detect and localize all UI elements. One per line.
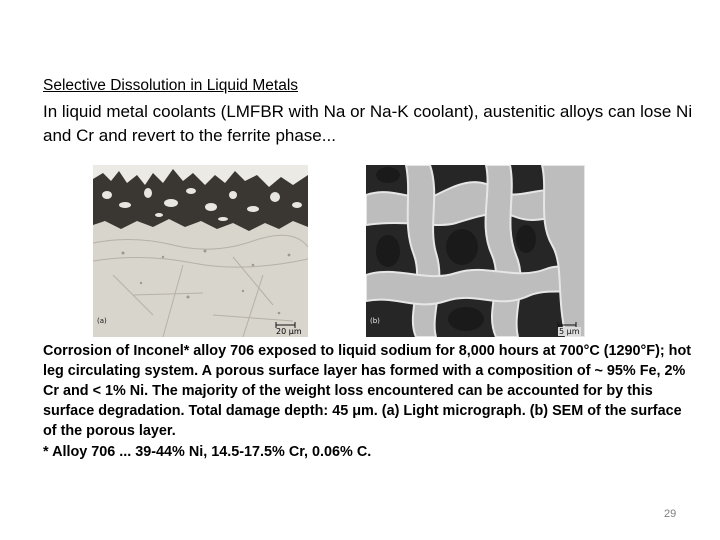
figure-b-label: (b) xyxy=(370,317,380,325)
sem-image xyxy=(366,165,585,337)
light-micrograph-graphic xyxy=(93,165,308,337)
light-micrograph-image xyxy=(93,165,308,337)
page-number: 29 xyxy=(664,508,677,520)
sem-graphic xyxy=(366,165,585,337)
alloy-footnote: * Alloy 706 ... 39-44% Ni, 14.5-17.5% Cr, 0.06% C. xyxy=(43,444,372,460)
slide-heading: Selective Dissolution in Liquid Metals xyxy=(43,77,299,94)
figure-b-scale-bar: 5 μm xyxy=(559,327,580,336)
intro-paragraph: In liquid metal coolants (LMFBR with Na or Na-K coolant), austenitic alloys can lose Ni and Cr and revert to the ferrite phase... xyxy=(43,102,693,145)
figure-caption: Corrosion of Inconel* alloy 706 exposed to liquid sodium for 8,000 hours at 700°C (1290°F); hot leg circulating system. A porous surface layer has formed with a composition of ~ 95% Fe, 2% Cr and < 1% Ni. The majority of the weight loss encountered can be accounted for by this surface degradation. Total damage depth: 45 μm. (a) Light micrograph. (b) SEM of the surface of the porous layer. xyxy=(43,343,692,439)
figure-a-scale-bar: 20 μm xyxy=(276,327,302,336)
figure-a-label: (a) xyxy=(97,317,107,325)
